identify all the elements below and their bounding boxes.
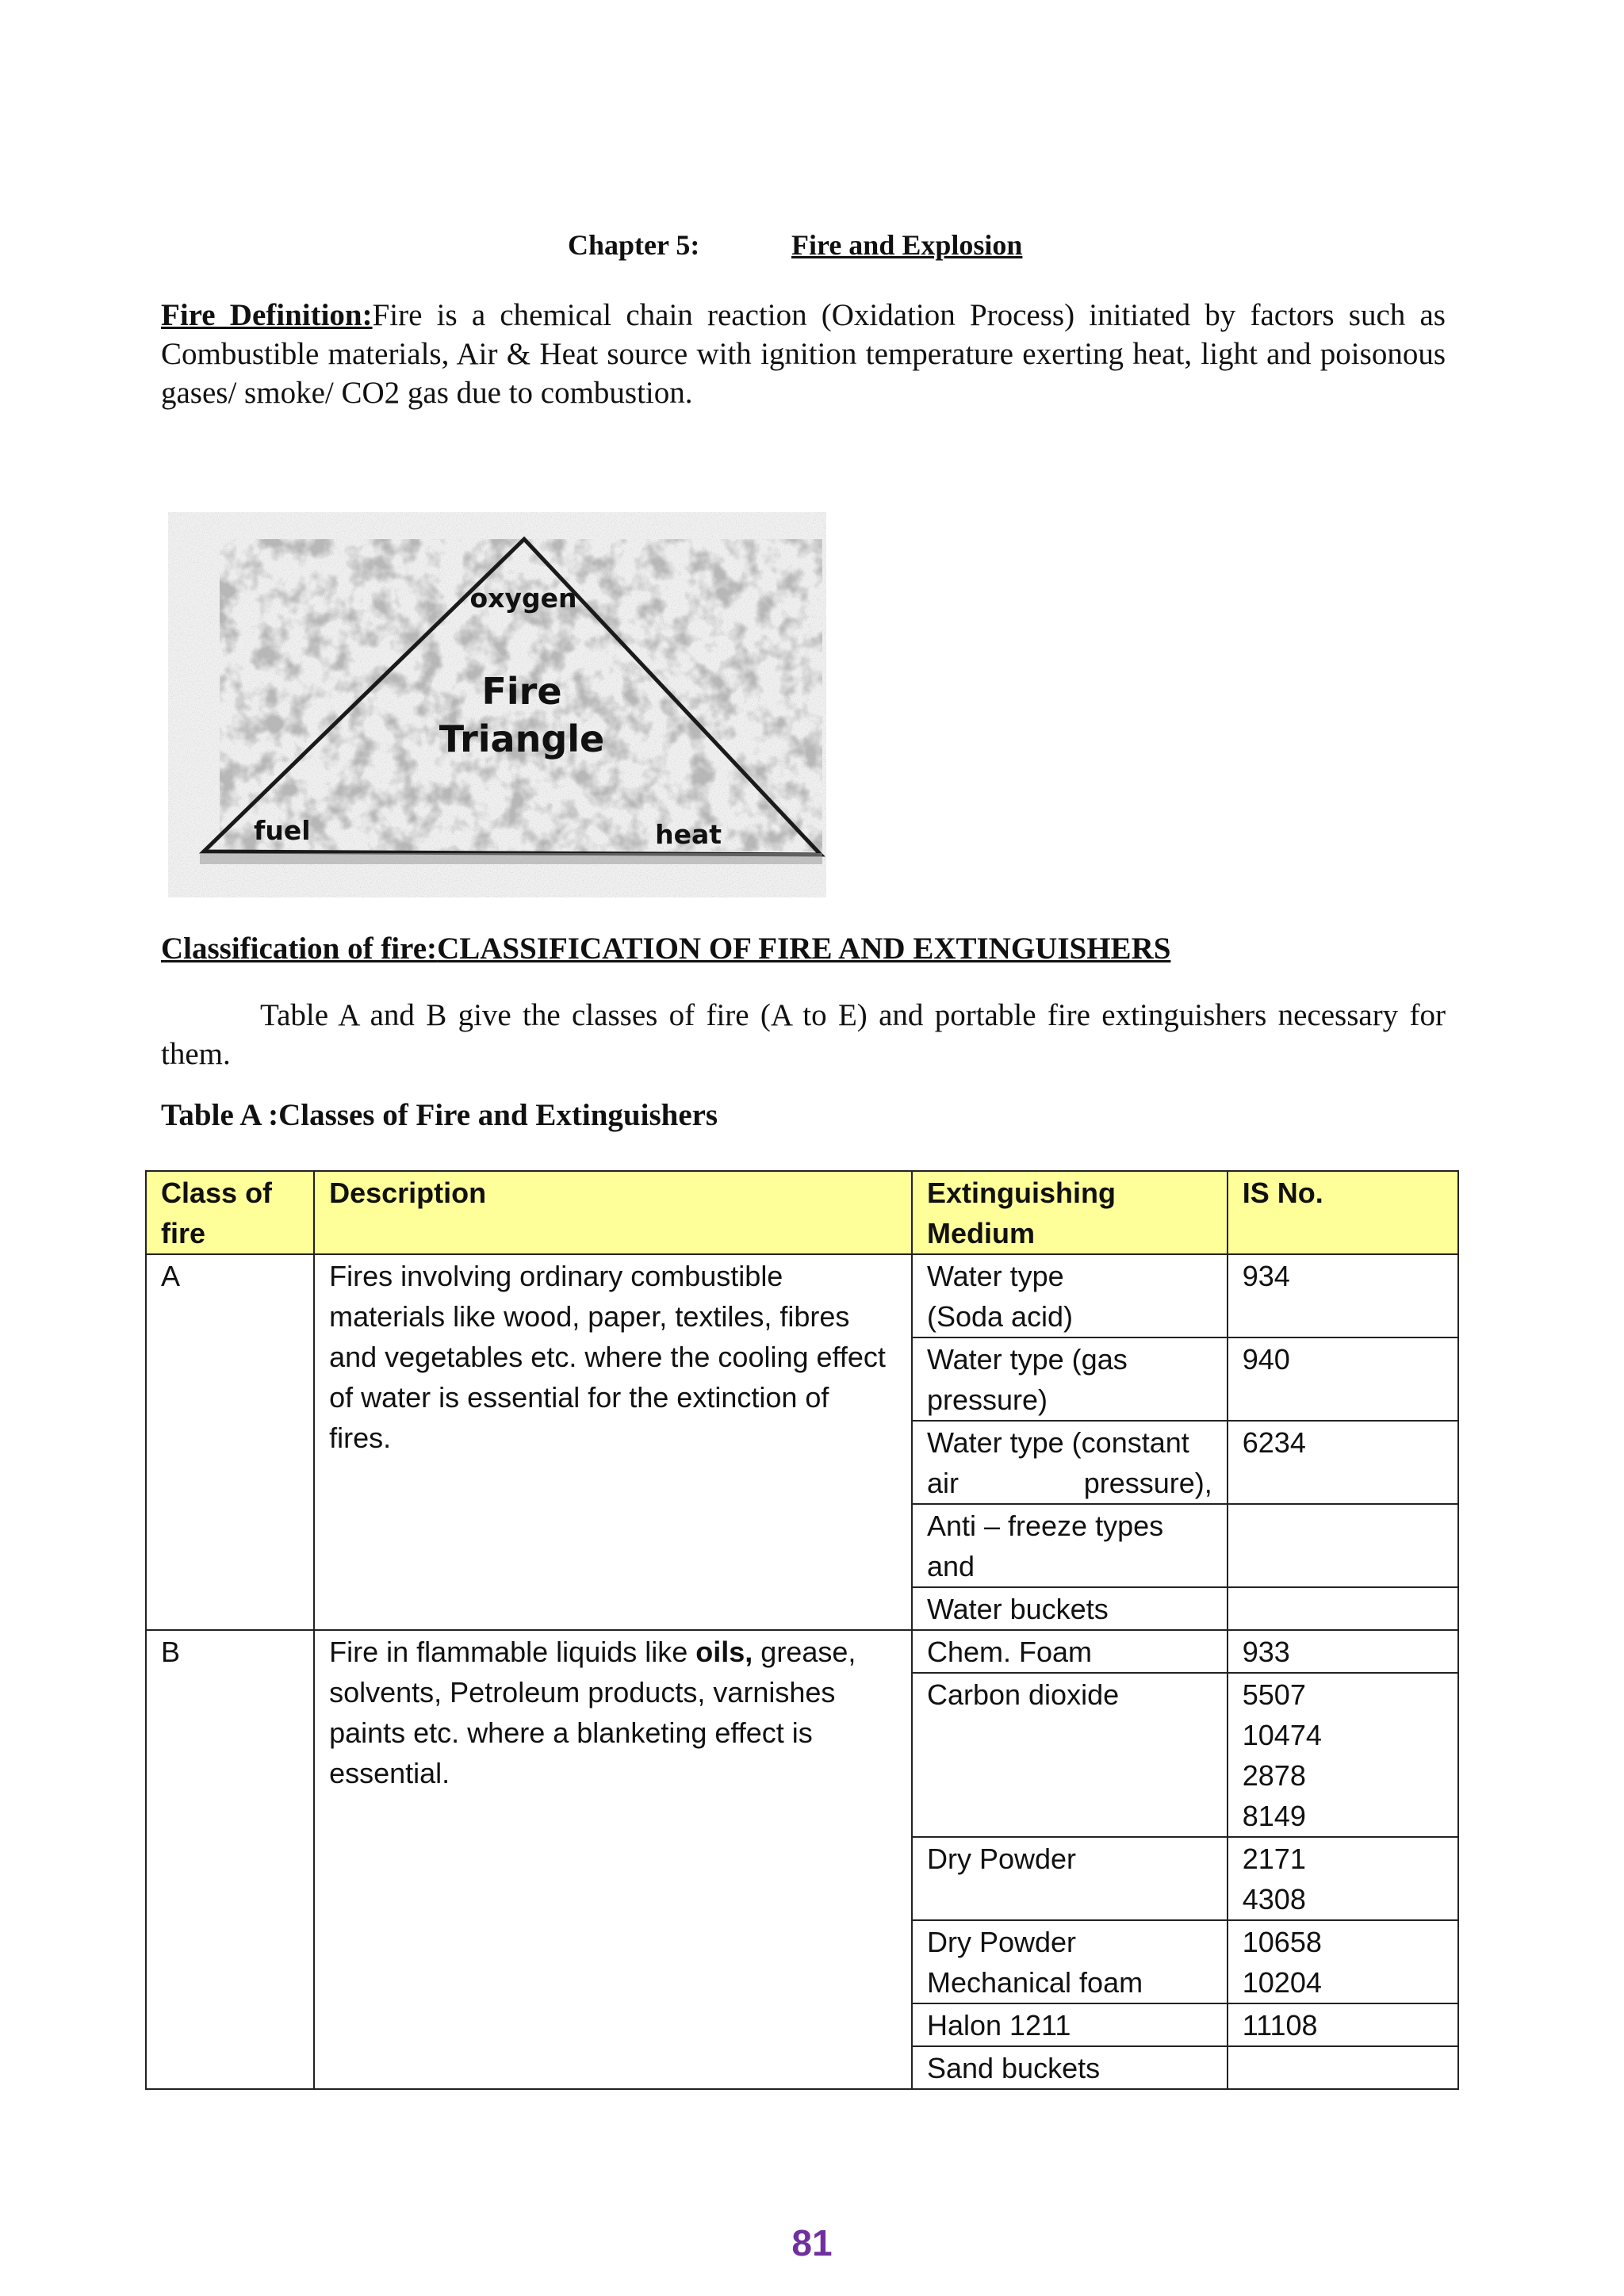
fire-classes-table — [145, 1170, 1459, 2090]
medium-cell: Water type (constant air pressure), — [912, 1421, 1228, 1504]
medium-cell: Water type (Soda acid) — [912, 1254, 1228, 1337]
class-b-description-bold: oils, — [695, 1636, 753, 1668]
is-no-cell — [1228, 1504, 1458, 1587]
medium-cell: Halon 1211 — [912, 2003, 1228, 2046]
table-header-row — [146, 1171, 1458, 1254]
medium-cell: Water buckets — [912, 1587, 1228, 1630]
header-is-no: IS No. — [1228, 1171, 1458, 1254]
is-no-cell: 934 — [1228, 1254, 1458, 1337]
class-b-cell: B — [146, 1630, 314, 2089]
is-no-cell: 940 — [1228, 1337, 1458, 1421]
medium-cell: Dry Powder — [912, 1837, 1228, 1920]
table-row — [146, 1630, 1458, 1673]
header-extinguishing-medium: Extinguishing Medium — [912, 1171, 1228, 1254]
chapter-title: Fire and Explosion — [791, 229, 1023, 261]
classification-heading — [161, 929, 1446, 968]
triangle-title-line1: Fire — [481, 670, 562, 713]
fire-triangle-figure — [168, 512, 826, 897]
class-b-description-pre: Fire in flammable liquids like — [329, 1636, 696, 1668]
chapter-label: Chapter 5: — [568, 229, 700, 261]
is-no-cell — [1228, 2046, 1458, 2089]
medium-cell: Chem. Foam — [912, 1630, 1228, 1673]
medium-cell: Dry Powder Mechanical foam — [912, 1920, 1228, 2003]
classification-lead: Classification of fire: — [161, 932, 438, 966]
medium-cell: Carbon dioxide — [912, 1673, 1228, 1837]
table-row — [146, 1254, 1458, 1337]
header-description: Description — [314, 1171, 912, 1254]
medium-cell: Water type (gas pressure) — [912, 1337, 1228, 1421]
is-no-cell: 11108 — [1228, 2003, 1458, 2046]
chapter-heading — [568, 228, 1023, 262]
is-no-cell: 2171 4308 — [1228, 1837, 1458, 1920]
class-a-cell: A — [146, 1254, 314, 1630]
fire-definition-text: Fire is a chemical chain reaction (Oxidation Process) initiated by factors such as Combustible materials, Air & Heat source with ignition temperature exerting heat, light and poisonous gases/ smoke/ CO2 gas due to combustion. — [161, 298, 1446, 410]
medium-cell: Anti – freeze types and — [912, 1504, 1228, 1587]
is-no-cell — [1228, 1587, 1458, 1630]
is-no-cell: 5507 10474 2878 8149 — [1228, 1673, 1458, 1837]
heat-label: heat — [655, 819, 722, 850]
table-caption: Table A :Classes of Fire and Extinguishers — [161, 1098, 718, 1132]
medium-cell: Sand buckets — [912, 2046, 1228, 2089]
triangle-title-line2: Triangle — [439, 718, 605, 760]
page-number: 81 — [791, 2222, 833, 2263]
intro-paragraph: Table A and B give the classes of fire (A to E) and portable fire extinguishers necessary for them. — [161, 998, 1446, 1071]
fuel-label: fuel — [254, 815, 311, 846]
classification-title: CLASSIFICATION OF FIRE AND EXTINGUISHERS — [437, 932, 1171, 966]
triangle-base-shadow — [200, 853, 822, 864]
fire-definition-lead: Fire Definition: — [161, 298, 373, 332]
class-b-description-post: grease, solvents, Petroleum products, varnishes paints etc. where a blanketing effect is essential. — [329, 1636, 856, 1789]
is-no-cell: 933 — [1228, 1630, 1458, 1673]
class-a-description: Fires involving ordinary combustible materials like wood, paper, textiles, fibres and vegetables etc. where the cooling effect of water is essential for the extinction of fires. — [314, 1254, 912, 1630]
class-b-description — [314, 1630, 912, 2089]
is-no-cell: 6234 — [1228, 1421, 1458, 1504]
fire-definition-paragraph — [161, 296, 1446, 412]
header-class-of-fire: Class of fire — [146, 1171, 314, 1254]
is-no-cell: 10658 10204 — [1228, 1920, 1458, 2003]
oxygen-label: oxygen — [469, 583, 577, 614]
